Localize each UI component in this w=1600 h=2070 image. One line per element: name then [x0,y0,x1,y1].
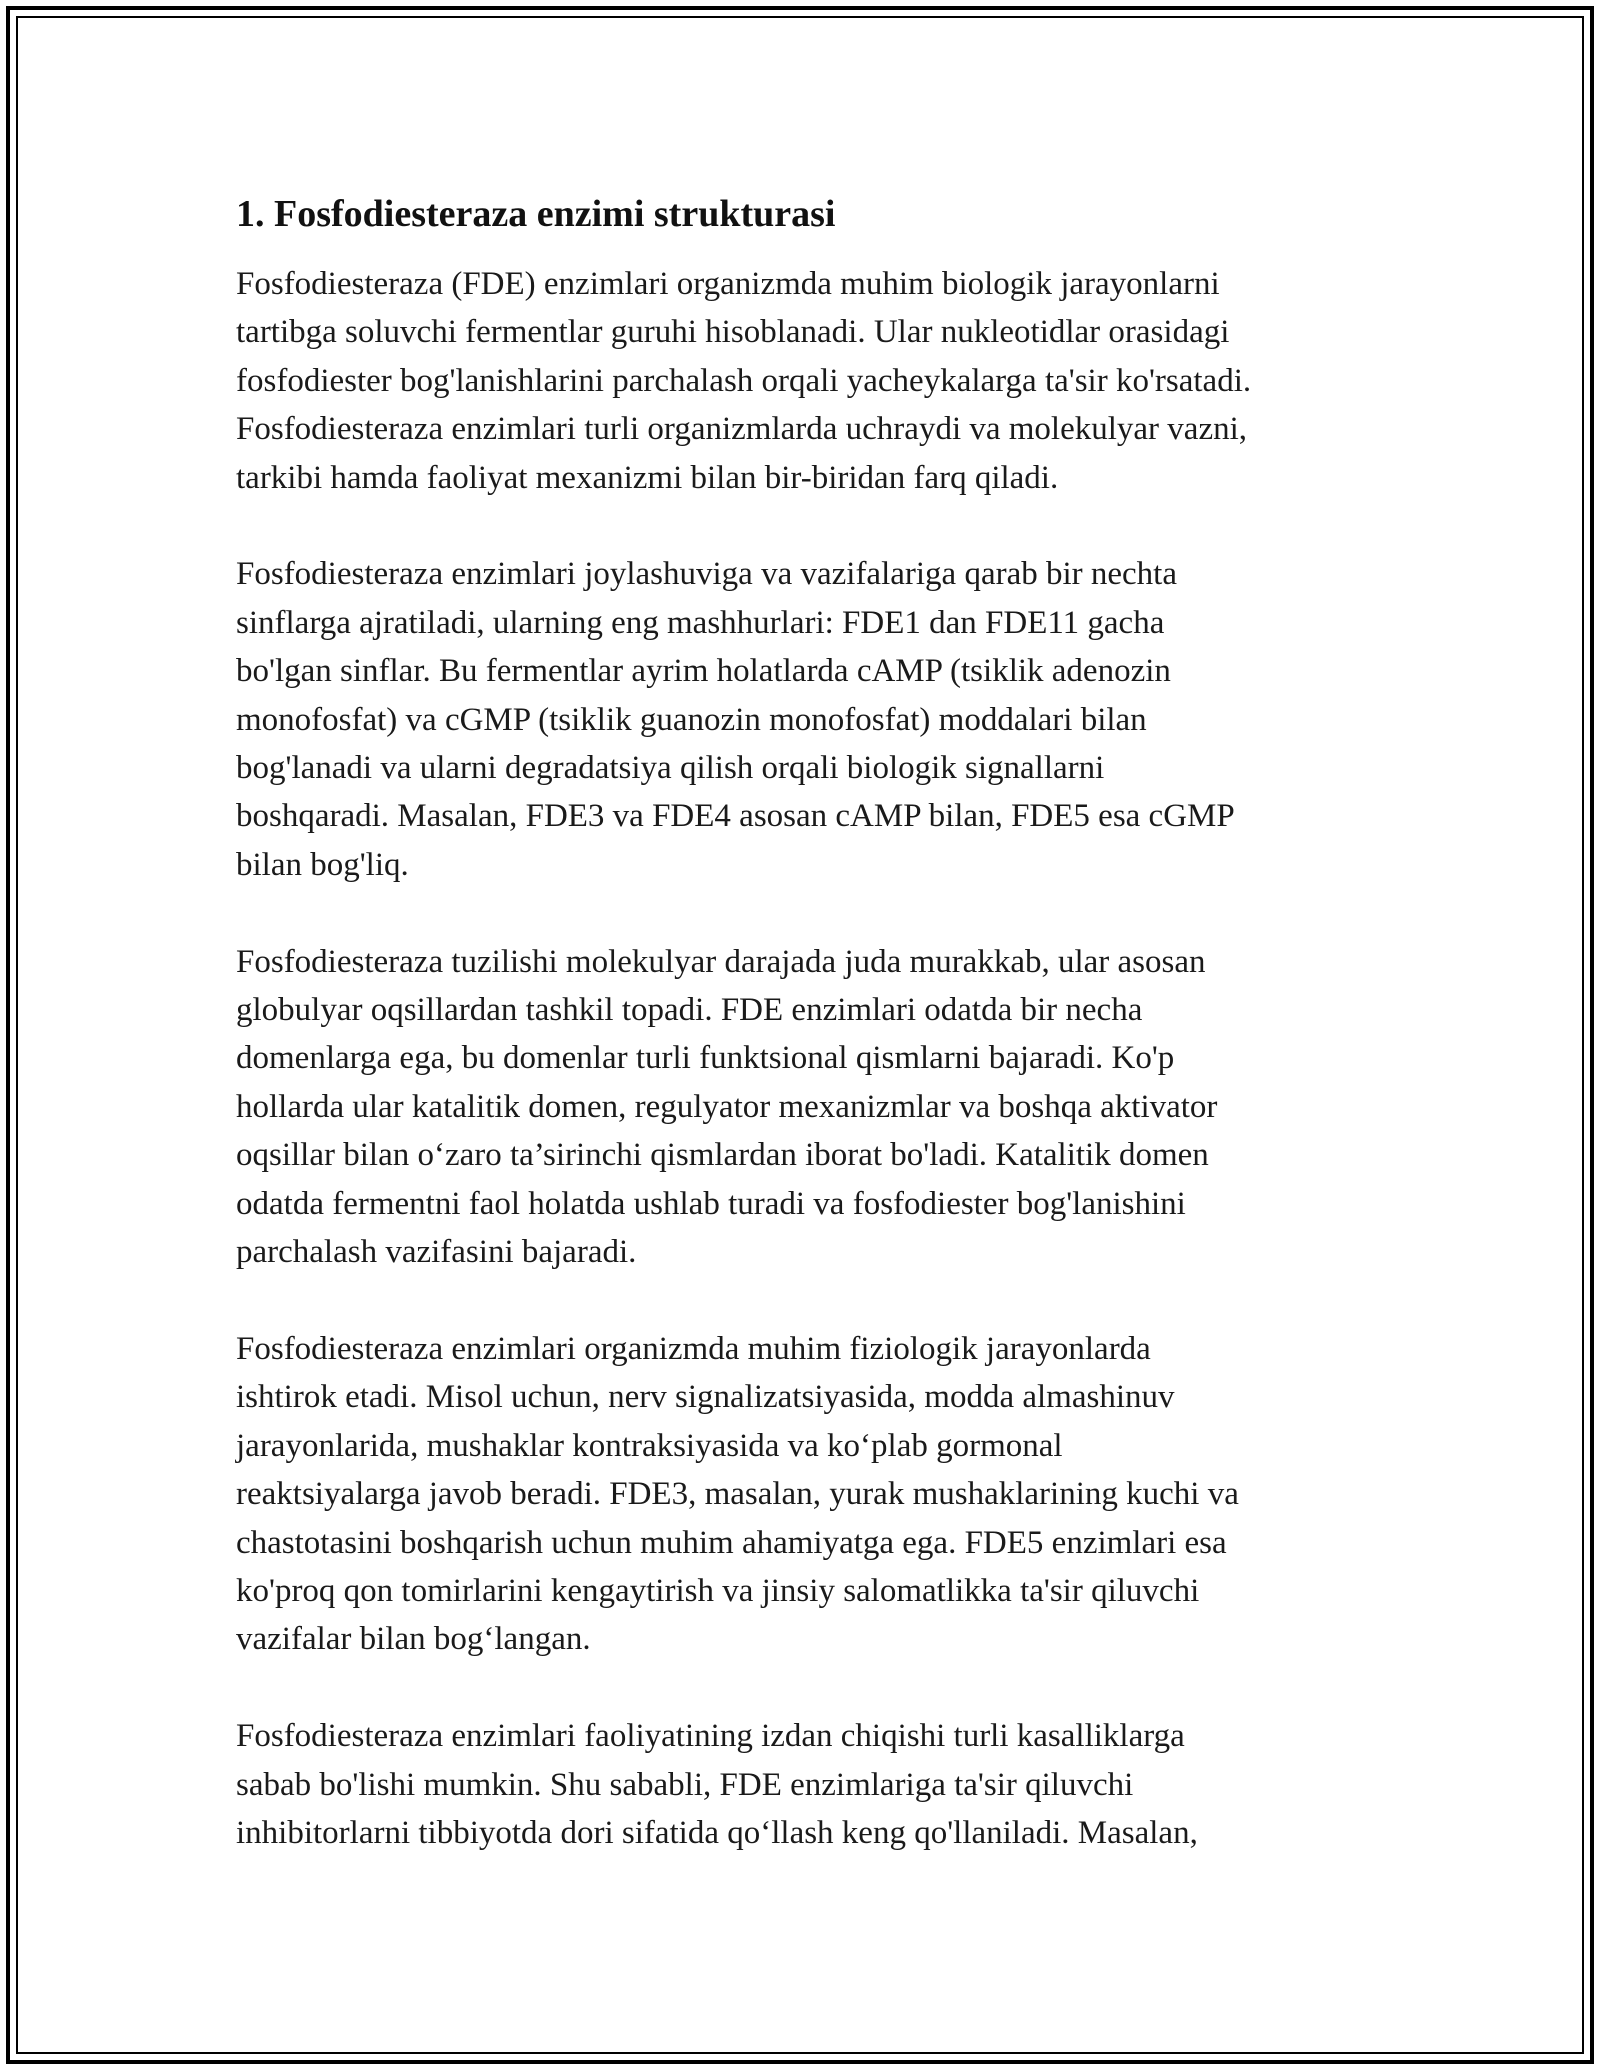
text-line: domenlarga ega, bu domenlar turli funktsional qismlarni bajaradi. Ko'p [236,1040,1175,1077]
paragraph-3 [236,938,1376,1277]
text-line: bog'lanadi va ularni degradatsiya qilish orqali biologik signallarni [236,750,1105,787]
text-line: reaktsiyalarga javob beradi. FDE3, masalan, yurak mushaklarining kuchi va [236,1476,1239,1513]
paragraph-5 [236,1712,1376,1857]
text-line: odatda fermentni faol holatda ushlab turadi va fosfodiester bog'lanishini [236,1185,1186,1222]
paragraph-4 [236,1325,1376,1664]
section-heading: 1. Fosfodiesteraza enzimi strukturasi [236,193,836,235]
text-line: Fosfodiesteraza tuzilishi molekulyar darajada juda murakkab, ular asosan [236,943,1206,980]
text-line: vazifalar bilan bog‘langan. [236,1621,591,1658]
text-line: Fosfodiesteraza enzimlari faoliyatining izdan chiqishi turli kasalliklarga [236,1718,1185,1755]
document-body [236,188,1376,1857]
text-line: Fosfodiesteraza (FDE) enzimlari organizmda muhim biologik jarayonlarni [236,266,1220,302]
text-line: boshqaradi. Masalan, FDE3 va FDE4 asosan cAMP bilan, FDE5 esa cGMP [236,798,1235,835]
text-line: Fosfodiesteraza enzimlari organizmda muhim fiziologik jarayonlarda [236,1330,1151,1367]
text-line: inhibitorlarni tibbiyotda dori sifatida qo‘llash keng qo'llaniladi. Masalan, [236,1814,1198,1851]
text-line: sinflarga ajratiladi, ularning eng mashhurlari: FDE1 dan FDE11 gacha [236,604,1165,641]
text-line: ko'proq qon tomirlarini kengaytirish va jinsiy salomatlikka ta'sir qiluvchi [236,1572,1200,1609]
text-line: ishtirok etadi. Misol uchun, nerv signalizatsiyasida, modda almashinuv [236,1379,1175,1416]
text-line: chastotasini boshqarish uchun muhim ahamiyatga ega. FDE5 enzimlari esa [236,1524,1227,1561]
text-line: Fosfodiesteraza enzimlari turli organizmlarda uchraydi va molekulyar vazni, [236,411,1248,448]
text-line: fosfodiester bog'lanishlarini parchalash orqali yacheykalarga ta'sir ko'rsatadi. [236,362,1252,399]
text-line: sabab bo'lishi mumkin. Shu sababli, FDE enzimlariga ta'sir qiluvchi [236,1766,1134,1803]
text-line: oqsillar bilan o‘zaro ta’sirinchi qismlardan iborat bo'ladi. Katalitik domen [236,1137,1209,1174]
text-line: hollarda ular katalitik domen, regulyator mexanizmlar va boshqa aktivator [236,1088,1218,1125]
text-line: bo'lgan sinflar. Bu fermentlar ayrim holatlarda cAMP (tsiklik adenozin [236,653,1171,690]
text-line: bilan bog'liq. [236,846,409,883]
paragraph-2 [236,550,1376,889]
text-line: tarkibi hamda faoliyat mexanizmi bilan bir-biridan farq qiladi. [236,459,1059,496]
text-line: jarayonlarida, mushaklar kontraksiyasida va ko‘plab gormonal [236,1427,1063,1464]
text-line: tartibga soluvchi fermentlar guruhi hisoblanadi. Ular nukleotidlar orasidagi [236,314,1230,351]
text-line: globulyar oqsillardan tashkil topadi. FDE enzimlari odatda bir necha [236,992,1143,1029]
text-line: Fosfodiesteraza enzimlari joylashuviga va vazifalariga qarab bir nechta [236,556,1177,593]
text-line: parchalash vazifasini bajaradi. [236,1234,637,1271]
paragraph-1 [236,260,1376,502]
text-line: monofosfat) va cGMP (tsiklik guanozin monofosfat) moddalari bilan [236,701,1147,738]
